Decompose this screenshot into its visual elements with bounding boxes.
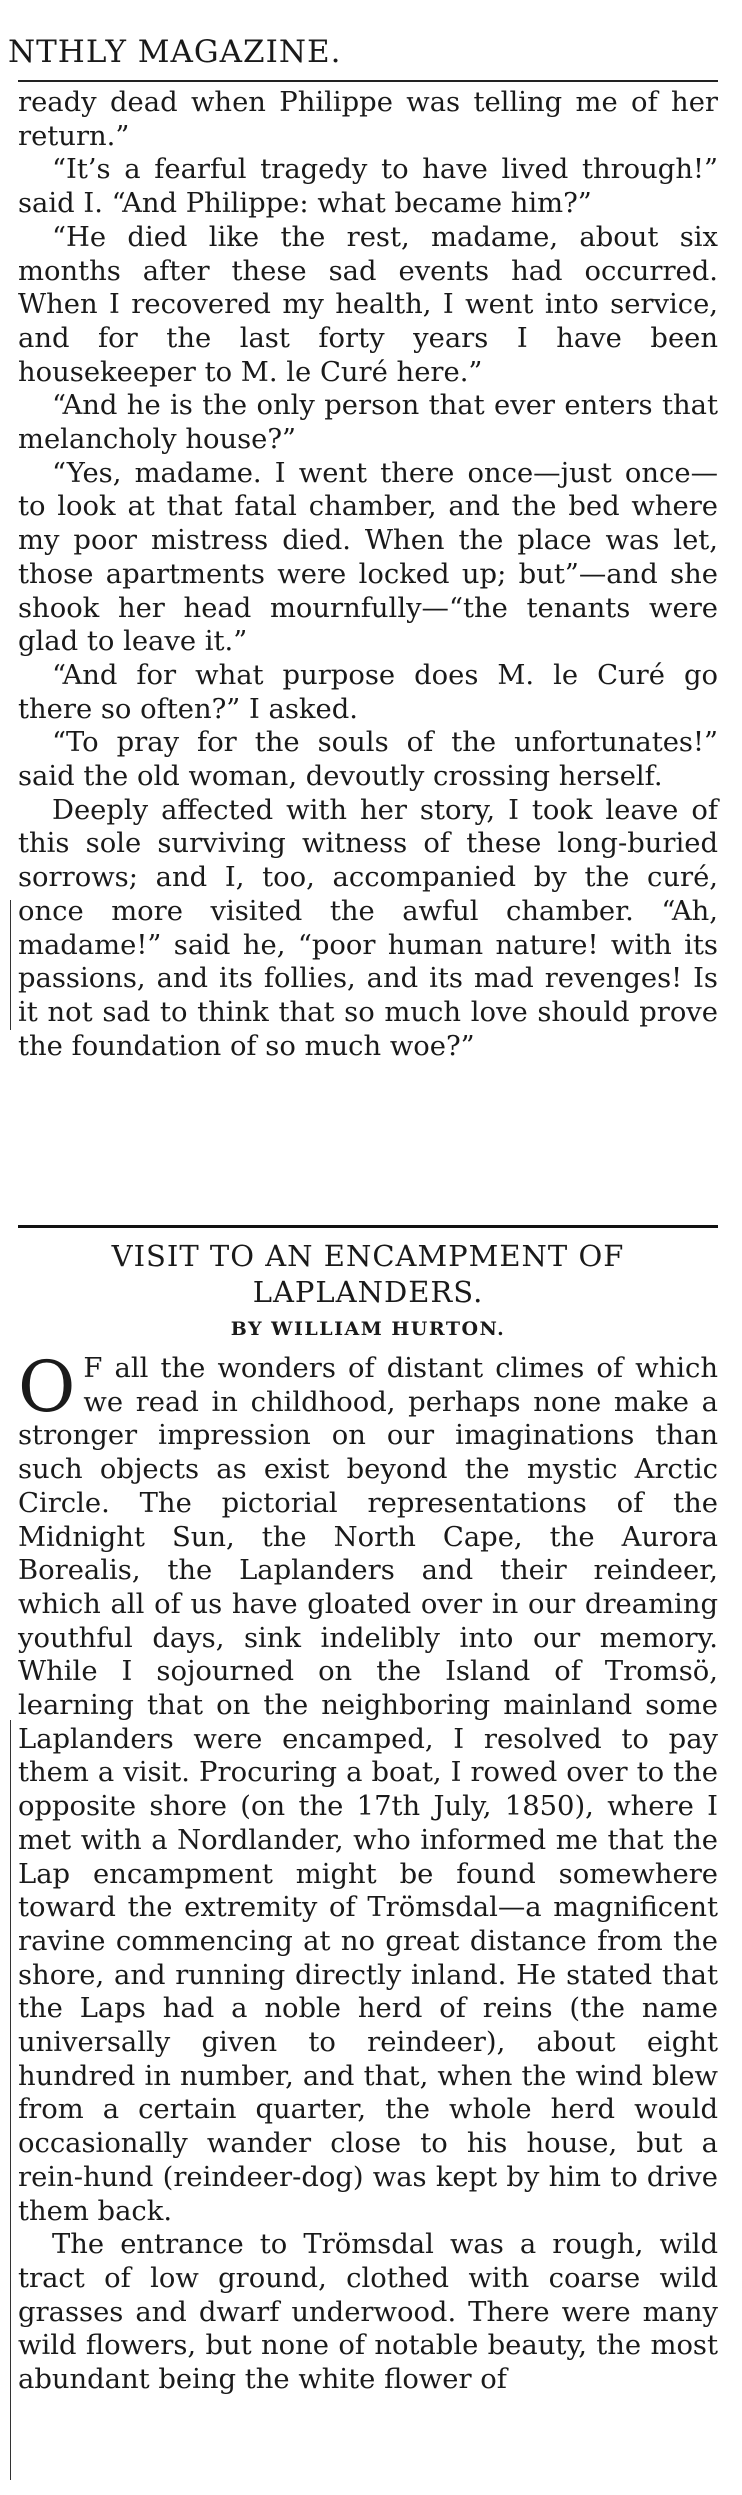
article-body: [18, 1346, 718, 2397]
story-paragraph: “And he is the only person that ever enters that melancholy house?”: [18, 390, 718, 456]
article-separator-rule: [18, 1225, 718, 1228]
story-continuation: [18, 86, 718, 1063]
drop-cap: O: [18, 1346, 76, 1428]
story-paragraph: Deeply affected with her story, I took leave of this sole surviving witness of these long-buried sorrows; and I, too, accompanied by the curé, once more visited the awful chamber. “Ah, madame!” said he, “poor human nature! with its passions, and its follies, and its mad revenges! Is it not sad to think that so much love should prove the foundation of so much woe?”: [18, 794, 718, 1062]
article-byline: BY WILLIAM HURTON.: [230, 1318, 506, 1340]
article-paragraph: [18, 1346, 718, 2228]
header-rule: [18, 80, 718, 82]
story-paragraph: “It’s a fearful tragedy to have lived through!” said I. “And Philippe: what became him?”: [18, 154, 718, 220]
article-paragraph: The entrance to Trömsdal was a rough, wild tract of low ground, clothed with coarse wild grasses and dwarf underwood. There were many wild flowers, but none of notable beauty, the most abundant being the white flower of: [18, 2229, 718, 2396]
running-head: NTHLY MAGAZINE.: [8, 34, 342, 70]
margin-rule: [10, 1720, 11, 2480]
story-paragraph: “He died like the rest, madame, about six months after these sad events had occurred. When I recovered my health, I went into service, and for the last forty years I have been housekeeper to M. le Curé here.”: [18, 221, 718, 388]
story-paragraph: “Yes, madame. I went there once—just once—to look at that fatal chamber, and the bed where my poor mistress died. When the place was let, those apartments were locked up; but”—and she shook her head mournfully—“the tenants were glad to leave it.”: [18, 457, 718, 658]
margin-rule: [10, 900, 11, 1030]
story-paragraph: “To pray for the souls of the unfortunates!” said the old woman, devoutly crossing herself.: [18, 727, 718, 793]
article-paragraph-text: F all the wonders of distant climes of which we read in childhood, perhaps none make a stronger impression on our imaginations than such objects as exist beyond the mystic Arctic Circle. The pictorial representations of the Midnight Sun, the North Cape, the Aurora Borealis, the Laplanders and their reindeer, which all of us have gloated over in our dreaming youthful days, sink indelibly into our memory. While I sojourned on the Island of Tromsö, learning that on the neighboring mainland some Laplanders were encamped, I resolved to pay them a visit. Procuring a boat, I rowed over to the opposite shore (on the 17th July, 1850), where I met with a Nordlander, who informed me that the Lap encampment might be found somewhere toward the extremity of Trömsdal—a magnificent ravine commencing at no great distance from the shore, and running directly inland. He stated that the Laps had a noble herd of reins (the name universally given to reindeer), about eight hundred in number, and that, when the wind blew from a certain quarter, the whole herd would occasionally wander close to his house, but a rein-hund (reindeer-dog) was kept by him to drive them back.: [18, 1353, 718, 2227]
story-paragraph: “And for what purpose does M. le Curé go there so often?” I asked.: [18, 659, 718, 725]
article-title: VISIT TO AN ENCAMPMENT OF LAPLANDERS.: [111, 1239, 625, 1309]
story-paragraph: ready dead when Philippe was telling me of her return.”: [18, 87, 718, 152]
